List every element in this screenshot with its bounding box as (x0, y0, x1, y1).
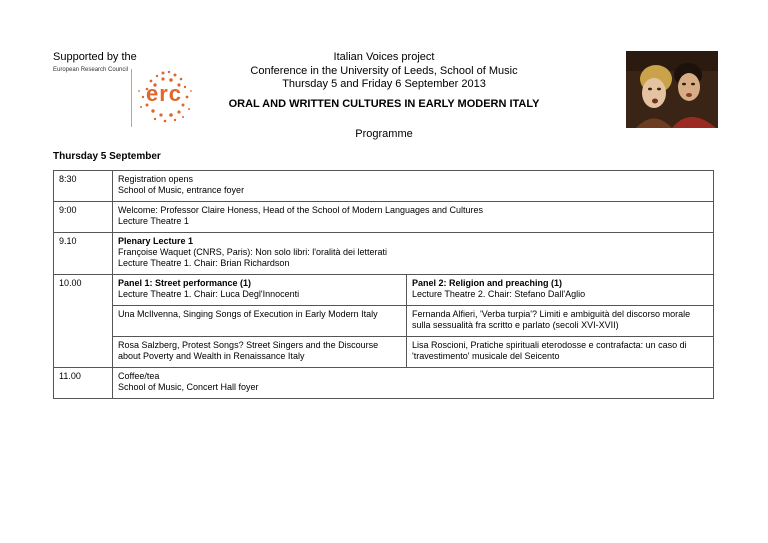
table-row (54, 233, 714, 275)
time-cell: 10.00 (54, 275, 113, 368)
session-text: Coffee/tea (118, 371, 160, 381)
panel1-cell (113, 275, 407, 306)
erc-council-name: European Research Council (53, 67, 129, 73)
erc-wordmark: erc (146, 81, 183, 106)
paper-cell: Una McIlvenna, Singing Songs of Execution in Early Modern Italy (113, 306, 407, 337)
paper-cell: Lisa Roscioni, Pratiche spirituali eterodosse e contrafacta: un caso di 'travestimento' musicale del Seicento (407, 337, 714, 368)
panel-title: Panel 1: Street performance (1) (118, 278, 252, 288)
table-row (54, 337, 714, 368)
panel-location: Lecture Theatre 1. Chair: Luca Degl'Innocenti (118, 289, 300, 299)
header-line: Italian Voices project (333, 51, 435, 63)
time-cell: 9:00 (54, 202, 113, 233)
paper-cell: Rosa Salzberg, Protest Songs? Street Singers and the Discourse about Poverty and Wealth in Renaissance Italy (113, 337, 407, 368)
session-cell (113, 368, 714, 399)
supported-by-label: Supported by the (53, 51, 137, 63)
table-row (54, 202, 714, 233)
session-location: Lecture Theatre 1. Chair: Brian Richardson (118, 258, 290, 268)
time-cell: 8:30 (54, 171, 113, 202)
panel-location: Lecture Theatre 2. Chair: Stefano Dall'Aglio (412, 289, 586, 299)
session-cell (113, 233, 714, 275)
day-heading: Thursday 5 September (53, 151, 161, 162)
session-text: Registration opens (118, 174, 194, 184)
singers-portrait-image (626, 51, 718, 128)
table-row (54, 275, 714, 306)
logo-divider (131, 69, 132, 127)
paper-cell: Fernanda Alfieri, 'Verba turpia'? Limiti e ambiguità del discorso morale sulla sessualità fra scritto e parlato (secoli XVI-XVII) (407, 306, 714, 337)
schedule-table (53, 170, 714, 399)
header-line: Thursday 5 and Friday 6 September 2013 (282, 78, 486, 90)
time-cell: 9.10 (54, 233, 113, 275)
erc-logo (53, 67, 193, 127)
session-cell (113, 202, 714, 233)
session-location: Lecture Theatre 1 (118, 216, 189, 226)
panel2-cell (407, 275, 714, 306)
session-text: Françoise Waquet (CNRS, Paris): Non solo libri: l'oralità dei letterati (118, 247, 387, 257)
table-row (54, 306, 714, 337)
conference-header (220, 51, 548, 92)
panel-title: Panel 2: Religion and preaching (1) (412, 278, 563, 288)
session-text: Welcome: Professor Claire Honess, Head of the School of Modern Languages and Cultures (118, 205, 484, 215)
table-row (54, 368, 714, 399)
session-location: School of Music, Concert Hall foyer (118, 382, 259, 392)
session-title: Plenary Lecture 1 (118, 236, 194, 246)
session-cell (113, 171, 714, 202)
table-row (54, 171, 714, 202)
conference-title: ORAL AND WRITTEN CULTURES IN EARLY MODERN ITALY (228, 98, 540, 110)
header-line: Conference in the University of Leeds, School of Music (250, 64, 518, 77)
time-cell: 11.00 (54, 368, 113, 399)
session-location: School of Music, entrance foyer (118, 185, 245, 195)
programme-heading: Programme (355, 128, 413, 140)
